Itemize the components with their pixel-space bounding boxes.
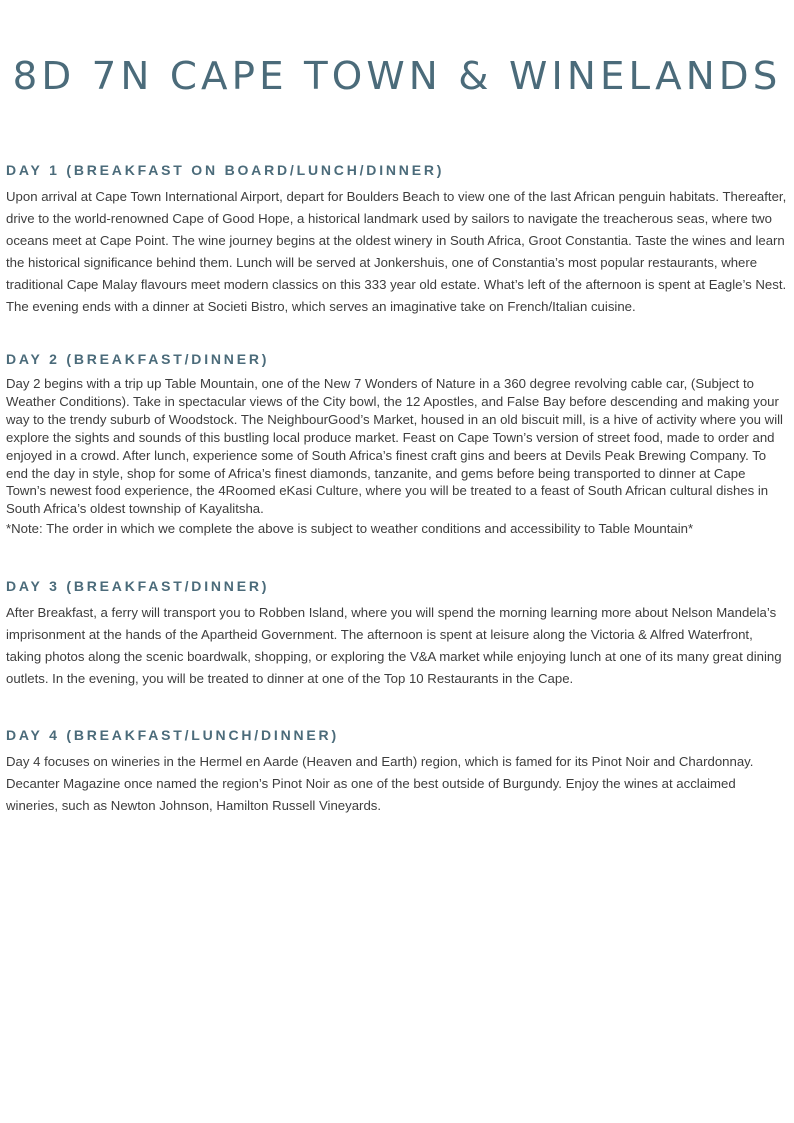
day-2-note: *Note: The order in which we complete the above is subject to weather conditions and accessibility to Table Mountain* [6,521,694,537]
day-2-heading: DAY 2 (BREAKFAST/DINNER) [6,351,270,367]
day-1-section [6,161,788,318]
day-3-heading: DAY 3 (BREAKFAST/DINNER) [6,578,270,594]
day-3-section [6,577,788,690]
day-3-description: After Breakfast, a ferry will transport you to Robben Island, where you will spend the morning learning more about Nelson Mandela’s imprisonment at the hands of the Apartheid Government. The afternoon is spent at leisure along the Victoria & Alfred Waterfront, taking photos along the scenic boardwalk, shopping, or exploring the V&A market while enjoying lunch at one of its many great dining outlets. In the evening, you will be treated to dinner at one of the Top 10 Restaurants in the Cape. [6,605,782,686]
day-4-heading: DAY 4 (BREAKFAST/LUNCH/DINNER) [6,727,339,743]
day-2-description: Day 2 begins with a trip up Table Mountain, one of the New 7 Wonders of Nature in a 360 degree revolving cable car, (Subject to Weather Conditions). Take in spectacular views of the City bowl, the 12 Apostles, and False Bay before descending and making your way to the trendy suburb of Woodstock. The NeighbourGood’s Market, housed in an old biscuit mill, is a hive of activity where you will explore the sights and sounds of this bustling local produce market. Feast on Cape Town’s version of street food, made to order and enjoyed in a crowd. After lunch, experience some of South Africa’s finest craft gins and beers at Devils Peak Brewing Company. To end the day in style, shop for some of Africa’s finest diamonds, tanzanite, and gems before being transported to dinner at Cape Town’s newest food experience, the 4Roomed eKasi Culture, where you will be treated to a feast of South African cultural dishes in South Africa’s oldest township of Kayalitsha. [6,376,783,517]
day-4-section [6,726,788,817]
day-1-description: Upon arrival at Cape Town International Airport, depart for Boulders Beach to view one of the last African penguin habitats. Thereafter, drive to the world-renowned Cape of Good Hope, a historical landmark used by sailors to navigate the treacherous seas, where two oceans meet at Cape Point. The wine journey begins at the oldest winery in South Africa, Groot Constantia. Taste the wines and learn the historical significance behind them. Lunch will be served at Jonkershuis, one of Constantia’s most popular restaurants, where traditional Cape Malay flavours meet modern classics on this 333 year old estate. What’s left of the afternoon is spent at Eagle’s Nest. The evening ends with a dinner at Societi Bistro, which serves an imaginative take on French/Italian cuisine. [6,189,787,314]
day-1-heading: DAY 1 (BREAKFAST ON BOARD/LUNCH/DINNER) [6,162,445,178]
page-title: 8D 7N CAPE TOWN & WINELANDS [12,54,782,98]
day-2-section [6,350,788,538]
day-4-description: Day 4 focuses on wineries in the Hermel en Aarde (Heaven and Earth) region, which is famed for its Pinot Noir and Chardonnay. Decanter Magazine once named the region’s Pinot Noir as one of the best outside of Burgundy. Enjoy the wines at acclaimed wineries, such as Newton Johnson, Hamilton Russell Vineyards. [6,754,754,813]
